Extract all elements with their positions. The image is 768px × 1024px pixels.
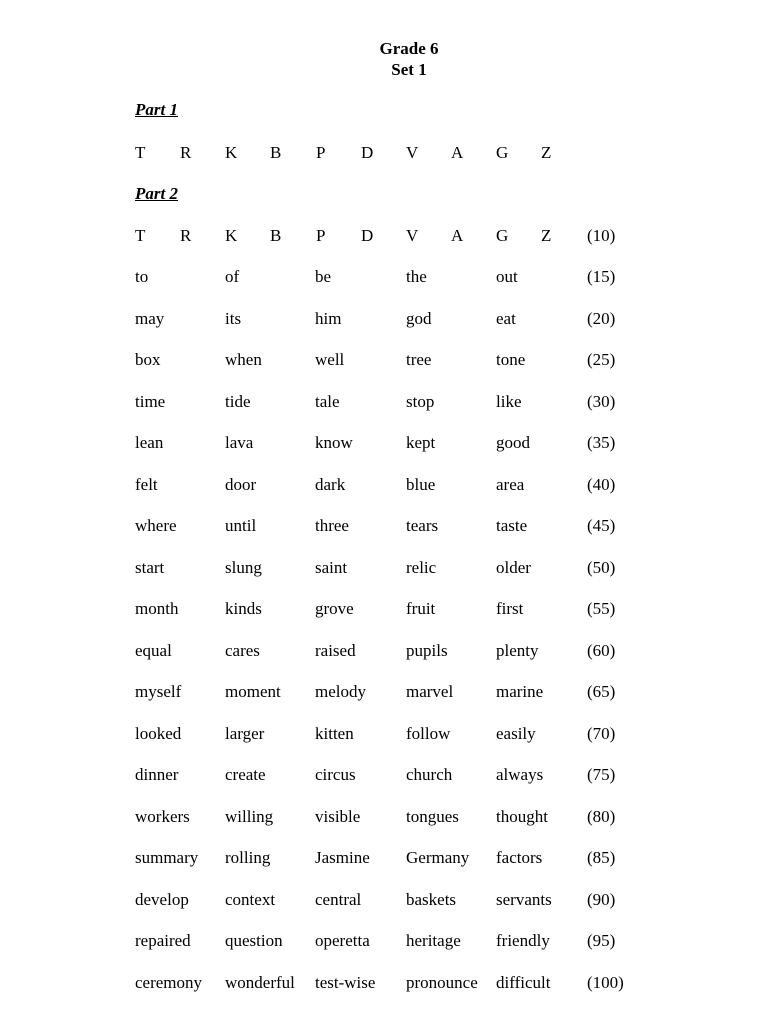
word-row — [135, 557, 695, 599]
word-cell: context — [225, 889, 276, 909]
word-cell: start — [135, 557, 165, 577]
word-cell: ceremony — [135, 972, 203, 992]
word-cell: question — [225, 931, 283, 950]
word-cell: develop — [135, 889, 189, 909]
word-row — [135, 266, 695, 308]
word-cell: difficult — [496, 972, 551, 992]
word-cell: visible — [315, 806, 361, 826]
word-cell: create — [225, 765, 266, 784]
word-cell: circus — [315, 765, 356, 784]
part-2-label: Part 2 — [135, 184, 178, 203]
word-cell: equal — [135, 640, 172, 660]
word-cell: summary — [135, 848, 199, 867]
word-cell: plenty — [496, 640, 539, 660]
word-row — [135, 681, 695, 723]
word-cell: wonderful — [225, 972, 295, 992]
word-cell: kinds — [225, 599, 262, 618]
page-title: Grade 6 — [379, 39, 439, 58]
word-cell: pupils — [406, 640, 448, 660]
word-cell: box — [135, 350, 161, 369]
word-cell: dark — [315, 474, 346, 494]
running-count: (80) — [587, 806, 616, 826]
word-cell: melody — [315, 682, 366, 701]
running-count: (55) — [587, 599, 616, 618]
word-cell: dinner — [135, 765, 179, 784]
running-count: (70) — [587, 723, 616, 743]
word-cell: follow — [406, 723, 451, 743]
part-1-label: Part 1 — [135, 100, 178, 119]
letter: B — [270, 143, 282, 162]
running-count: (15) — [587, 267, 616, 286]
running-count: (50) — [587, 557, 616, 577]
word-cell: tale — [315, 391, 340, 411]
word-cell: saint — [315, 557, 348, 577]
letter: V — [406, 143, 419, 162]
running-count: (75) — [587, 765, 616, 784]
word-cell: marine — [496, 682, 544, 701]
word-cell: three — [315, 516, 349, 535]
word-row — [135, 391, 695, 433]
word-cell: rolling — [225, 848, 271, 867]
running-count: (60) — [587, 640, 616, 660]
word-cell: always — [496, 765, 544, 784]
word-cell: eat — [496, 308, 516, 328]
word-cell: moment — [225, 682, 281, 701]
letter: R — [180, 226, 192, 245]
word-cell: friendly — [496, 931, 550, 950]
word-cell: repaired — [135, 931, 191, 950]
running-count: (10) — [587, 226, 616, 245]
word-cell: well — [315, 350, 345, 369]
running-count: (85) — [587, 848, 616, 867]
letter: V — [406, 226, 419, 245]
word-cell: lava — [225, 433, 254, 452]
word-cell: door — [225, 474, 257, 494]
word-cell: tongues — [406, 806, 459, 826]
word-cell: to — [135, 267, 149, 286]
word-cell: factors — [496, 848, 543, 867]
word-cell: him — [315, 308, 342, 328]
running-count: (65) — [587, 682, 616, 701]
word-cell: tears — [406, 516, 439, 535]
word-cell: good — [496, 433, 530, 452]
letter: T — [135, 226, 146, 245]
running-count: (25) — [587, 350, 616, 369]
word-cell: until — [225, 516, 257, 535]
letter: K — [225, 226, 238, 245]
word-row — [135, 889, 695, 931]
word-cell: where — [135, 516, 177, 535]
word-cell: tide — [225, 391, 251, 411]
word-cell: servants — [496, 889, 552, 909]
running-count: (20) — [587, 308, 616, 328]
running-count: (100) — [587, 972, 624, 992]
letter: D — [361, 226, 374, 245]
word-cell: cares — [225, 640, 260, 660]
word-cell: out — [496, 267, 518, 286]
word-row — [135, 764, 695, 806]
word-row — [135, 515, 695, 557]
word-cell: pronounce — [406, 972, 478, 992]
word-cell: looked — [135, 723, 182, 743]
word-cell: time — [135, 391, 166, 411]
word-cell: month — [135, 599, 179, 618]
word-cell: easily — [496, 723, 536, 743]
letter: G — [496, 226, 509, 245]
letter: P — [316, 143, 326, 162]
word-cell: the — [406, 267, 427, 286]
word-cell: fruit — [406, 599, 436, 618]
running-count: (45) — [587, 516, 616, 535]
letter: A — [451, 226, 464, 245]
letter: G — [496, 143, 509, 162]
word-cell: marvel — [406, 682, 454, 701]
word-row — [135, 972, 695, 1014]
word-cell: heritage — [406, 931, 461, 950]
word-cell: felt — [135, 474, 158, 494]
word-list — [135, 266, 695, 1013]
word-row — [135, 308, 695, 350]
word-cell: kitten — [315, 723, 354, 743]
word-cell: area — [496, 474, 525, 494]
word-cell: test-wise — [315, 972, 376, 992]
letter: Z — [541, 226, 552, 245]
running-count: (95) — [587, 931, 616, 950]
letter: B — [270, 226, 282, 245]
running-count: (35) — [587, 433, 616, 452]
page-heading — [0, 38, 768, 80]
word-cell: its — [225, 308, 242, 328]
letter: D — [361, 143, 374, 162]
letter: T — [135, 143, 146, 162]
word-cell: relic — [406, 557, 437, 577]
word-cell: church — [406, 765, 453, 784]
word-cell: larger — [225, 723, 265, 743]
word-cell: operetta — [315, 931, 370, 950]
word-cell: grove — [315, 599, 354, 618]
word-cell: myself — [135, 682, 182, 701]
word-cell: baskets — [406, 889, 457, 909]
word-row — [135, 432, 695, 474]
word-cell: raised — [315, 640, 356, 660]
page-subtitle: Set 1 — [391, 60, 427, 79]
running-count: (40) — [587, 474, 616, 494]
word-cell: tone — [496, 350, 526, 369]
word-row — [135, 930, 695, 972]
word-row — [135, 598, 695, 640]
letter: Z — [541, 143, 552, 162]
word-row — [135, 349, 695, 391]
word-cell: thought — [496, 806, 548, 826]
word-row — [135, 847, 695, 889]
word-cell: willing — [225, 806, 274, 826]
word-row — [135, 723, 695, 765]
word-cell: first — [496, 599, 524, 618]
letter: R — [180, 143, 192, 162]
letter: K — [225, 143, 238, 162]
running-count: (90) — [587, 889, 616, 909]
word-cell: Germany — [406, 848, 470, 867]
word-cell: god — [406, 308, 432, 328]
word-cell: older — [496, 557, 531, 577]
word-cell: when — [225, 350, 262, 369]
word-row — [135, 806, 695, 848]
word-cell: like — [496, 391, 522, 411]
word-cell: lean — [135, 433, 164, 452]
word-cell: be — [315, 267, 332, 286]
word-cell: slung — [225, 557, 262, 577]
word-cell: workers — [135, 806, 190, 826]
word-cell: know — [315, 433, 353, 452]
word-cell: taste — [496, 516, 528, 535]
word-cell: kept — [406, 433, 436, 452]
word-row — [135, 474, 695, 516]
word-cell: tree — [406, 350, 432, 369]
letter: A — [451, 143, 464, 162]
word-cell: blue — [406, 474, 436, 494]
running-count: (30) — [587, 391, 616, 411]
word-cell: central — [315, 889, 362, 909]
letter: P — [316, 226, 326, 245]
word-cell: of — [225, 267, 240, 286]
word-cell: stop — [406, 391, 435, 411]
word-row — [135, 640, 695, 682]
word-cell: may — [135, 308, 165, 328]
word-cell: Jasmine — [315, 848, 370, 867]
